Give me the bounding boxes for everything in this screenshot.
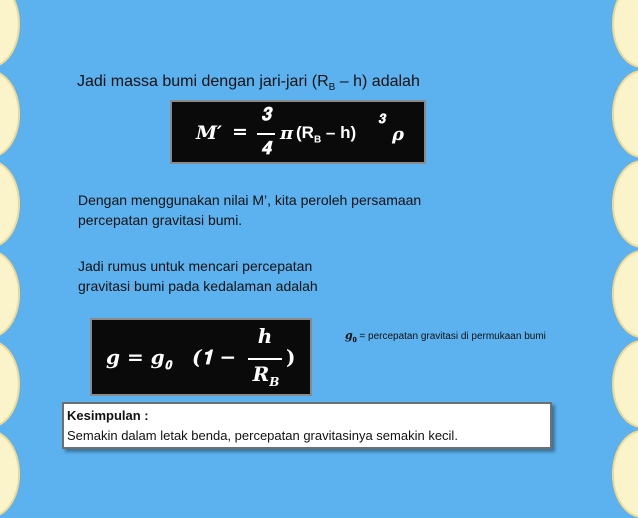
- fraction-numerator: 𝟑: [260, 104, 271, 125]
- paragraph-1-line-2: percepatan gravitasi bumi.: [78, 212, 243, 228]
- paragraph-2-line-1: Jadi rumus untuk mencari percepatan: [78, 258, 313, 274]
- conclusion-title: Kesimpulan :: [67, 408, 149, 423]
- gravity-fraction-denominator: 𝑹$_𝑩$: [252, 362, 280, 389]
- conclusion-box: [62, 402, 552, 449]
- gravity-paren: (𝟏 −: [192, 345, 237, 369]
- rho-symbol: 𝝆: [392, 124, 404, 145]
- fraction-denominator: 𝟒: [260, 138, 271, 159]
- equals-sign: =: [232, 121, 248, 143]
- gravity-lhs: 𝒈 = 𝒈$_𝟎$: [106, 345, 172, 372]
- gravity-fraction-numerator: 𝒉: [257, 324, 273, 348]
- mass-formula-box: [170, 100, 426, 164]
- paragraph-1-line-1: Dengan menggunakan nilai M’, kita peroleh persamaan: [78, 192, 422, 208]
- gravity-paren-close: ): [286, 345, 296, 369]
- mass-symbol: 𝑴′: [196, 122, 223, 144]
- g0-note: 𝒈$_𝟎$ = percepatan gravitasi di permukaan bumi: [345, 329, 546, 344]
- paragraph-2-line-2: gravitasi bumi pada kedalaman adalah: [78, 278, 318, 294]
- gravity-formula-box: [90, 318, 312, 396]
- pi-symbol: 𝝅: [280, 123, 294, 144]
- intro-text: Jadi massa bumi dengan jari-jari $(R_B - h)$ adalah: [77, 73, 420, 94]
- gravity-fraction-bar: [248, 358, 282, 360]
- fraction-bar: [257, 133, 275, 135]
- conclusion-text: Semakin dalam letak benda, percepatan gravitasinya semakin kecil.: [67, 428, 458, 443]
- radius-expression: $(R_B - h)$: [296, 123, 357, 146]
- exponent: 𝟑: [378, 112, 386, 127]
